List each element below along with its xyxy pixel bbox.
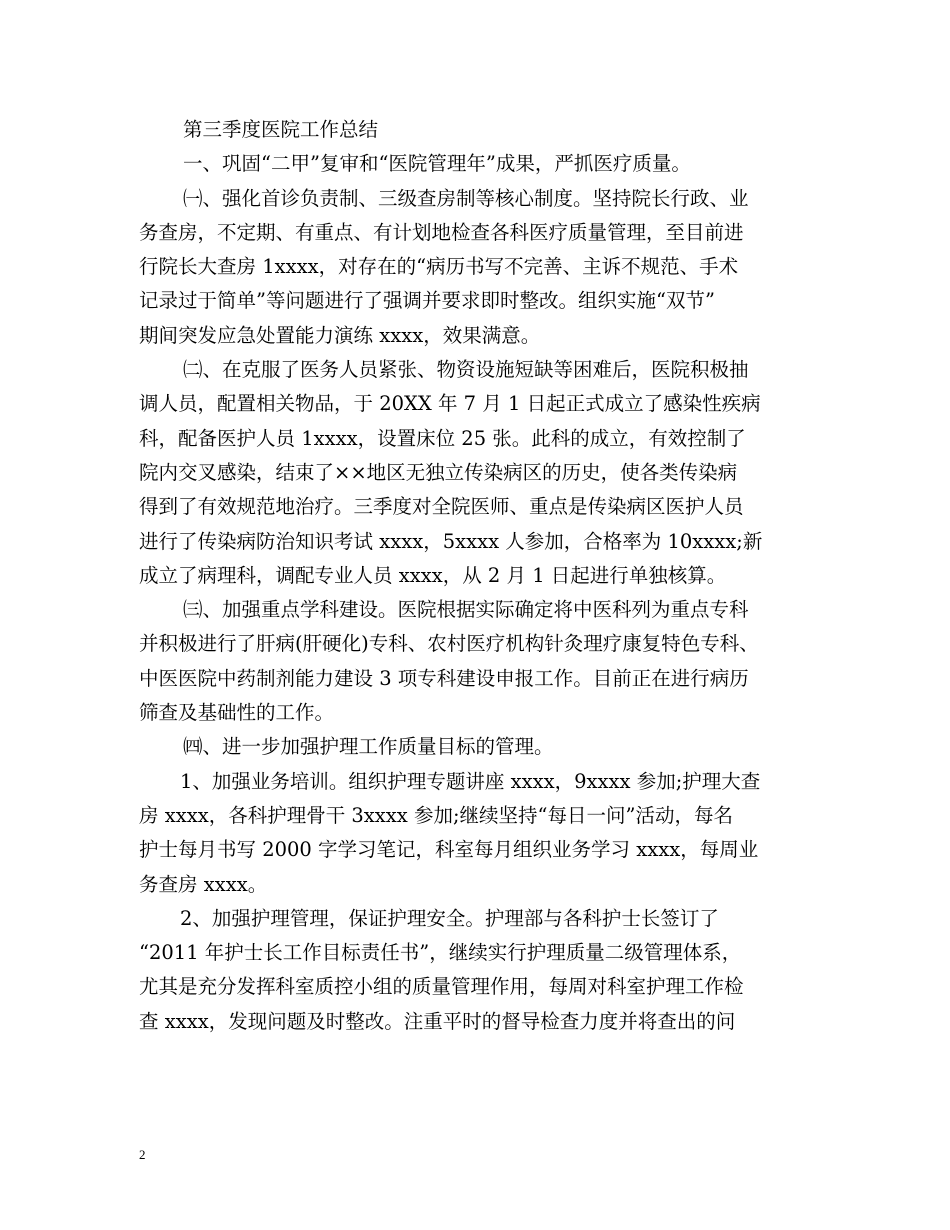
paragraph-line: 进行了传染病防治知识考试 xxxx，5xxxx 人参加，合格率为 10xxxx;新 [139,529,763,553]
paragraph-line: 期间突发应急处置能力演练 xxxx，效果满意。 [139,323,541,347]
document-title: 第三季度医院工作总结 [183,118,379,141]
paragraph-line: “2011 年护士长工作目标责任书”，继续实行护理质量二级管理体系， [139,941,742,965]
paragraph-line: ㈠、强化首诊负责制、三级查房制等核心制度。坚持院长行政、业 [183,186,749,210]
paragraph-line: 并积极进行了肝病(肝硬化)专科、农村医疗机构针灸理疗康复特色专科、 [139,632,759,656]
paragraph-line: 调人员，配置相关物品，于 20XX 年 7 月 1 日起正式成立了感染性疾病 [139,392,761,416]
paragraph-line: 尤其是充分发挥科室质控小组的质量管理作用，每周对科室护理工作检 [139,975,744,999]
page-number: 2 [139,1147,146,1162]
paragraph-line: ㈡、在克服了医务人员紧张、物资设施短缺等困难后，医院积极抽 [183,358,749,382]
document-body [139,113,813,1039]
paragraph-line: 记录过于简单”等问题进行了强调并要求即时整改。组织实施“双节” [139,289,715,313]
paragraph-line: 护士每月书写 2000 字学习笔记，科室每月组织业务学习 xxxx，每周业 [139,838,759,862]
paragraph-line: 查 xxxx，发现问题及时整改。注重平时的督导检查力度并将查出的问 [139,1009,736,1033]
paragraph-line: 务查房 xxxx。 [139,872,268,896]
paragraph-line: 2、加强护理管理，保证护理安全。护理部与各科护士长签订了 [180,906,719,930]
paragraph-line: 中医医院中药制剂能力建设 3 项专科建设申报工作。目前正在进行病历 [139,666,749,690]
paragraph-line: 1、加强业务培训。组织护理专题讲座 xxxx，9xxxx 参加;护理大查 [180,769,761,793]
paragraph-line: 务查房，不定期、有重点、有计划地检查各科医疗质量管理，至目前进 [139,220,744,244]
paragraph-line: 行院长大查房 1xxxx，对存在的“病历书写不完善、主诉不规范、手术 [139,255,739,279]
paragraph-line: 成立了病理科，调配专业人员 xxxx，从 2 月 1 日起进行单独核算。 [139,563,727,587]
paragraph-line: 得到了有效规范地治疗。三季度对全院医师、重点是传染病区医护人员 [139,495,744,519]
paragraph-line: 筛查及基础性的工作。 [139,701,335,725]
paragraph-line: 院内交叉感染，结束了××地区无独立传染病区的历史，使各类传染病 [139,460,738,484]
section-heading: 一、巩固“二甲”复审和“医院管理年”成果，严抓医疗质量。 [183,152,691,176]
paragraph-line: 房 xxxx，各科护理骨干 3xxxx 参加;继续坚持“每日一问”活动，每名 [139,803,733,827]
paragraph-line: ㈢、加强重点学科建设。医院根据实际确定将中医科列为重点专科 [183,598,749,622]
section-heading: ㈣、进一步加强护理工作质量目标的管理。 [183,735,554,759]
paragraph-line: 科，配备医护人员 1xxxx，设置床位 25 张。此科的成立，有效控制了 [139,426,746,450]
